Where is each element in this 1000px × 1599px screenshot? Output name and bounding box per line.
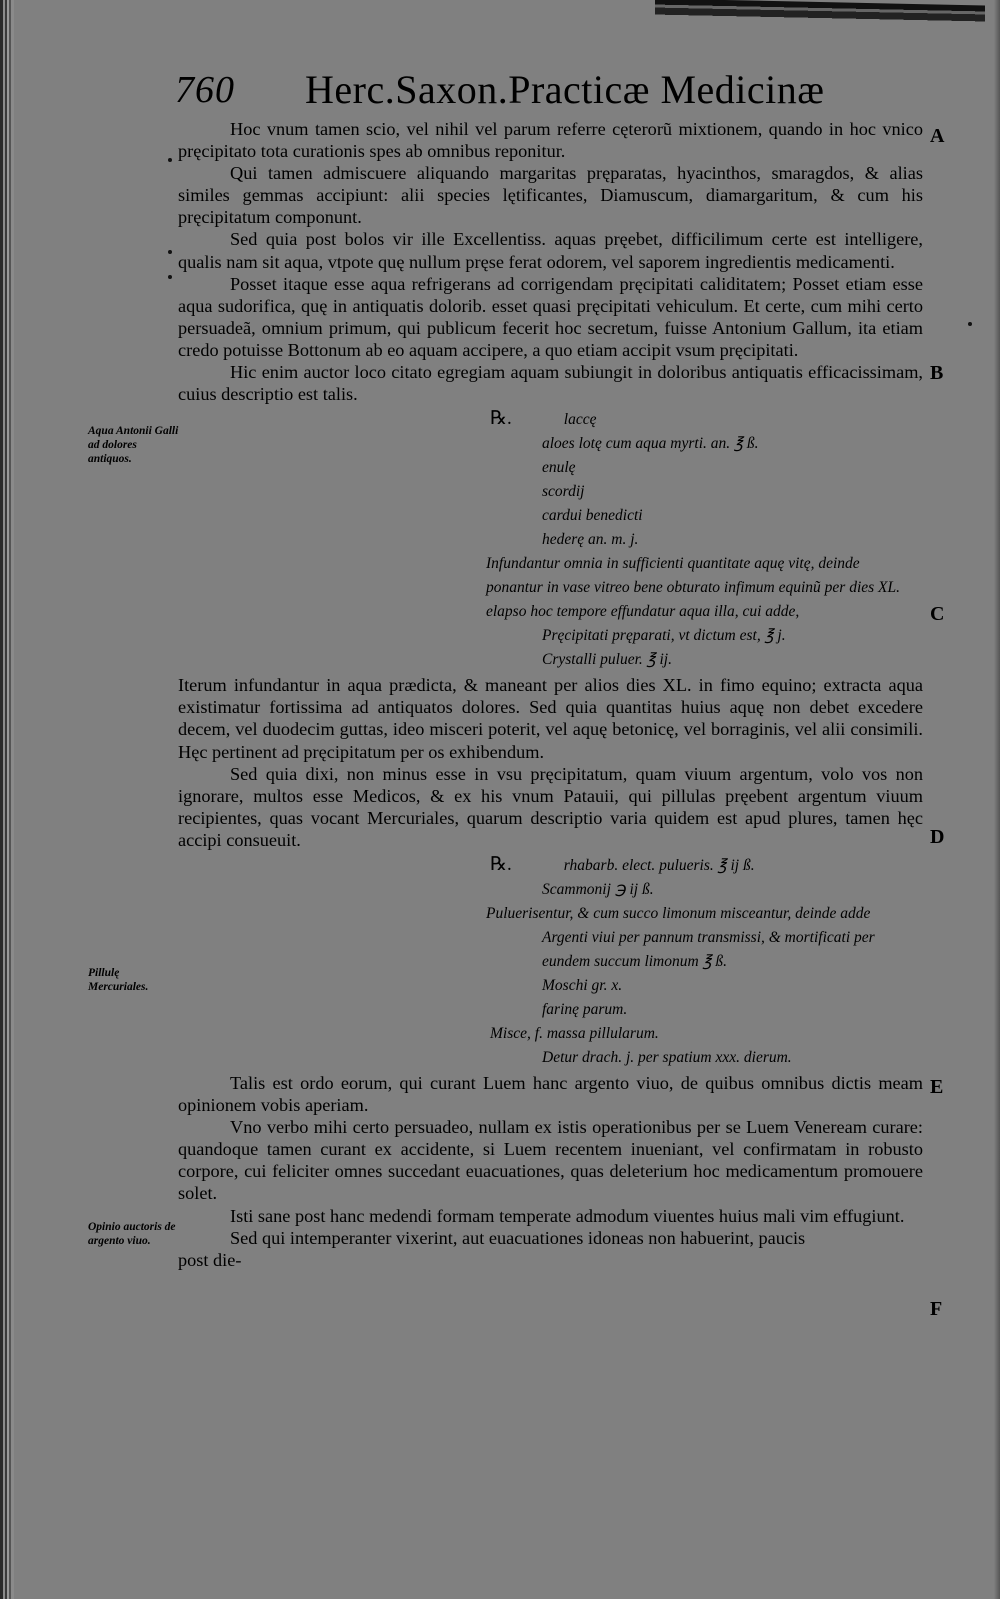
recipe-pillulae [486,853,920,1070]
section-letter-b: B [930,362,944,384]
ingredient: Argenti viui per pannum transmissi, & mortificati per eundem succum limonum ℥ ß. [542,928,875,970]
ingredient: cardui benedicti [542,507,643,525]
ingredient: laccę [563,411,597,429]
paragraph: Qui tamen admiscuere aliquando margaritas pręparatas, hyacinthos, smaragdos, & alias similes gemmas accipiunt: alii species lętificantes, Diamuscum, diamargaritum, & cum his pręcipitatum componunt. [178,163,923,228]
section-letter-f: F [930,1298,943,1320]
paragraph: Sed quia post bolos vir ille Excellentiss. aquas pręebet, difficilimum certe est intelligere, qualis nam sit aqua, vtpote quę nullum pręse ferat odorem, vel saporem ingredientis medicamenti. [178,229,923,272]
page-header [175,66,935,116]
margin-note-aqua: Aqua Antonii Galli ad dolores antiquos. [88,425,179,465]
torn-top-edge [655,0,985,39]
recipe-symbol: ℞. [490,853,512,875]
paragraph: Talis est ordo eorum, qui curant Luem hanc argento viuo, de quibus omnibus dictis meam opinionem vobis aperiam. [178,1072,923,1116]
running-title: Herc.Saxon.Practicæ Medicinæ [305,67,825,112]
recipe-instruction: Infundantur omnia in sufficienti quantitate aquę vitę, deinde ponantur in vase vitreo bene obturato infimum equinũ per dies XL. elapso hoc tempore effundatur aqua illa, cui adde, [486,555,901,621]
section-letter-e: E [930,1076,944,1098]
ingredient: aloes lotę cum aqua myrti. an. ℥ ß. [542,435,759,453]
ingredient: Crystalli puluer. ℥ ij. [542,651,672,669]
ingredient: scordij [542,483,585,501]
margin-note-pillulae: Pillulę Mercuriales. [88,967,149,993]
page-binding-edge [0,0,14,1599]
ingredient: farinę parum. [542,1000,628,1018]
section-letter-a: A [930,125,945,147]
section-letter-d: D [930,826,945,848]
ingredient: rhabarb. elect. pulueris. ℥ ij ß. [563,856,755,874]
recipe-instruction: Puluerisentur, & cum succo limonum misceantur, deinde adde [486,904,871,922]
ink-speck [168,158,172,162]
paragraph: Sed qui intemperanter vixerint, aut euacuationes idoneas non habuerint, paucis [230,1227,806,1248]
page-right-edge [994,0,1000,1599]
paragraph: Isti sane post hanc medendi formam temperate admodum viuentes huius mali vim effugiunt. [230,1205,905,1226]
recipe-symbol: ℞. [490,408,512,430]
recipe-dosage: Detur drach. j. per spatium xxx. dierum. [542,1048,792,1066]
ingredient: hederę an. m. j. [542,531,639,549]
ingredient: Scammonij ℈ ij ß. [542,880,654,898]
recipe-aqua [486,407,920,672]
catchword: post die- [178,1249,242,1270]
ink-speck [968,322,972,326]
ink-speck [168,275,172,279]
margin-note-opinio: Opinio auctoris de argento viuo. [88,1221,176,1247]
ingredient: Pręcipitati pręparati, vt dictum est, ℥ j. [542,627,786,645]
paragraph: Hoc vnum tamen scio, vel nihil vel parum referre cęterorũ mixtionem, quando in hoc vnico pręcipitato tota curationis spes ab omnibus reponitur. [178,119,923,162]
ingredient: enulę [542,459,576,477]
paragraph: Posset itaque esse aqua refrigerans ad corrigendam pręcipitati caliditatem; Posset etiam esse aqua sudorifica, quę in antiquatis dolorib. esset quasi pręcipitati vehiculum. Et certe, cum mihi certo persuadeã, omnium primum, qui publicum fecerit hoc secretum, fuisse Antonium Gallum, ita etiam credo potuisse Bottonum ab eo aquam accipere, a quo etiam accipit vsum pręcipitati. [178,273,923,360]
main-text [178,118,923,1271]
paragraph: Hic enim auctor loco citato egregiam aquam subiungit in doloribus antiquatis efficacissimam, cuius descriptio est talis. [178,362,923,405]
section-letter-c: C [930,603,945,625]
paragraph: Iterum infundantur in aqua prædicta, & maneant per alios dies XL. in fimo equino; extracta aqua existimatur fortissima ad antiquatos dolores. Sed quia quantitas huius aquę non debet excedere decem, vel duodecim guttas, ideo misceri poterit, vel aquę betonicę, vel borraginis, vel alii consimili. Hęc pertinent ad pręcipitatum per os exhibendum. [178,675,923,762]
page-number: 760 [175,69,235,111]
ingredient: Moschi gr. x. [542,976,623,994]
ink-speck [168,250,172,254]
paragraph: Sed quia dixi, non minus esse in vsu pręcipitatum, quam viuum argentum, volo vos non ignorare, multos esse Medicos, & ex his vnum Patauii, qui pillulas pręebent argentum viuum recipientes, quas vocant Mercuriales, quarum descriptio varia quidem est apud plures, tamen hęc accipi consueuit. [178,763,923,850]
recipe-instruction: Misce, f. massa pillularum. [490,1024,659,1042]
paragraph: Vno verbo mihi certo persuadeo, nullam ex istis operationibus per se Luem Veneream curare: quandoque tamen curant ex accidente, si Luem recentem inueniant, vel confirmatam in robusto corpore, cui feliciter omnes succedant euacuationes, quas deleterium hoc medicamentum promouere solet. [178,1117,923,1204]
